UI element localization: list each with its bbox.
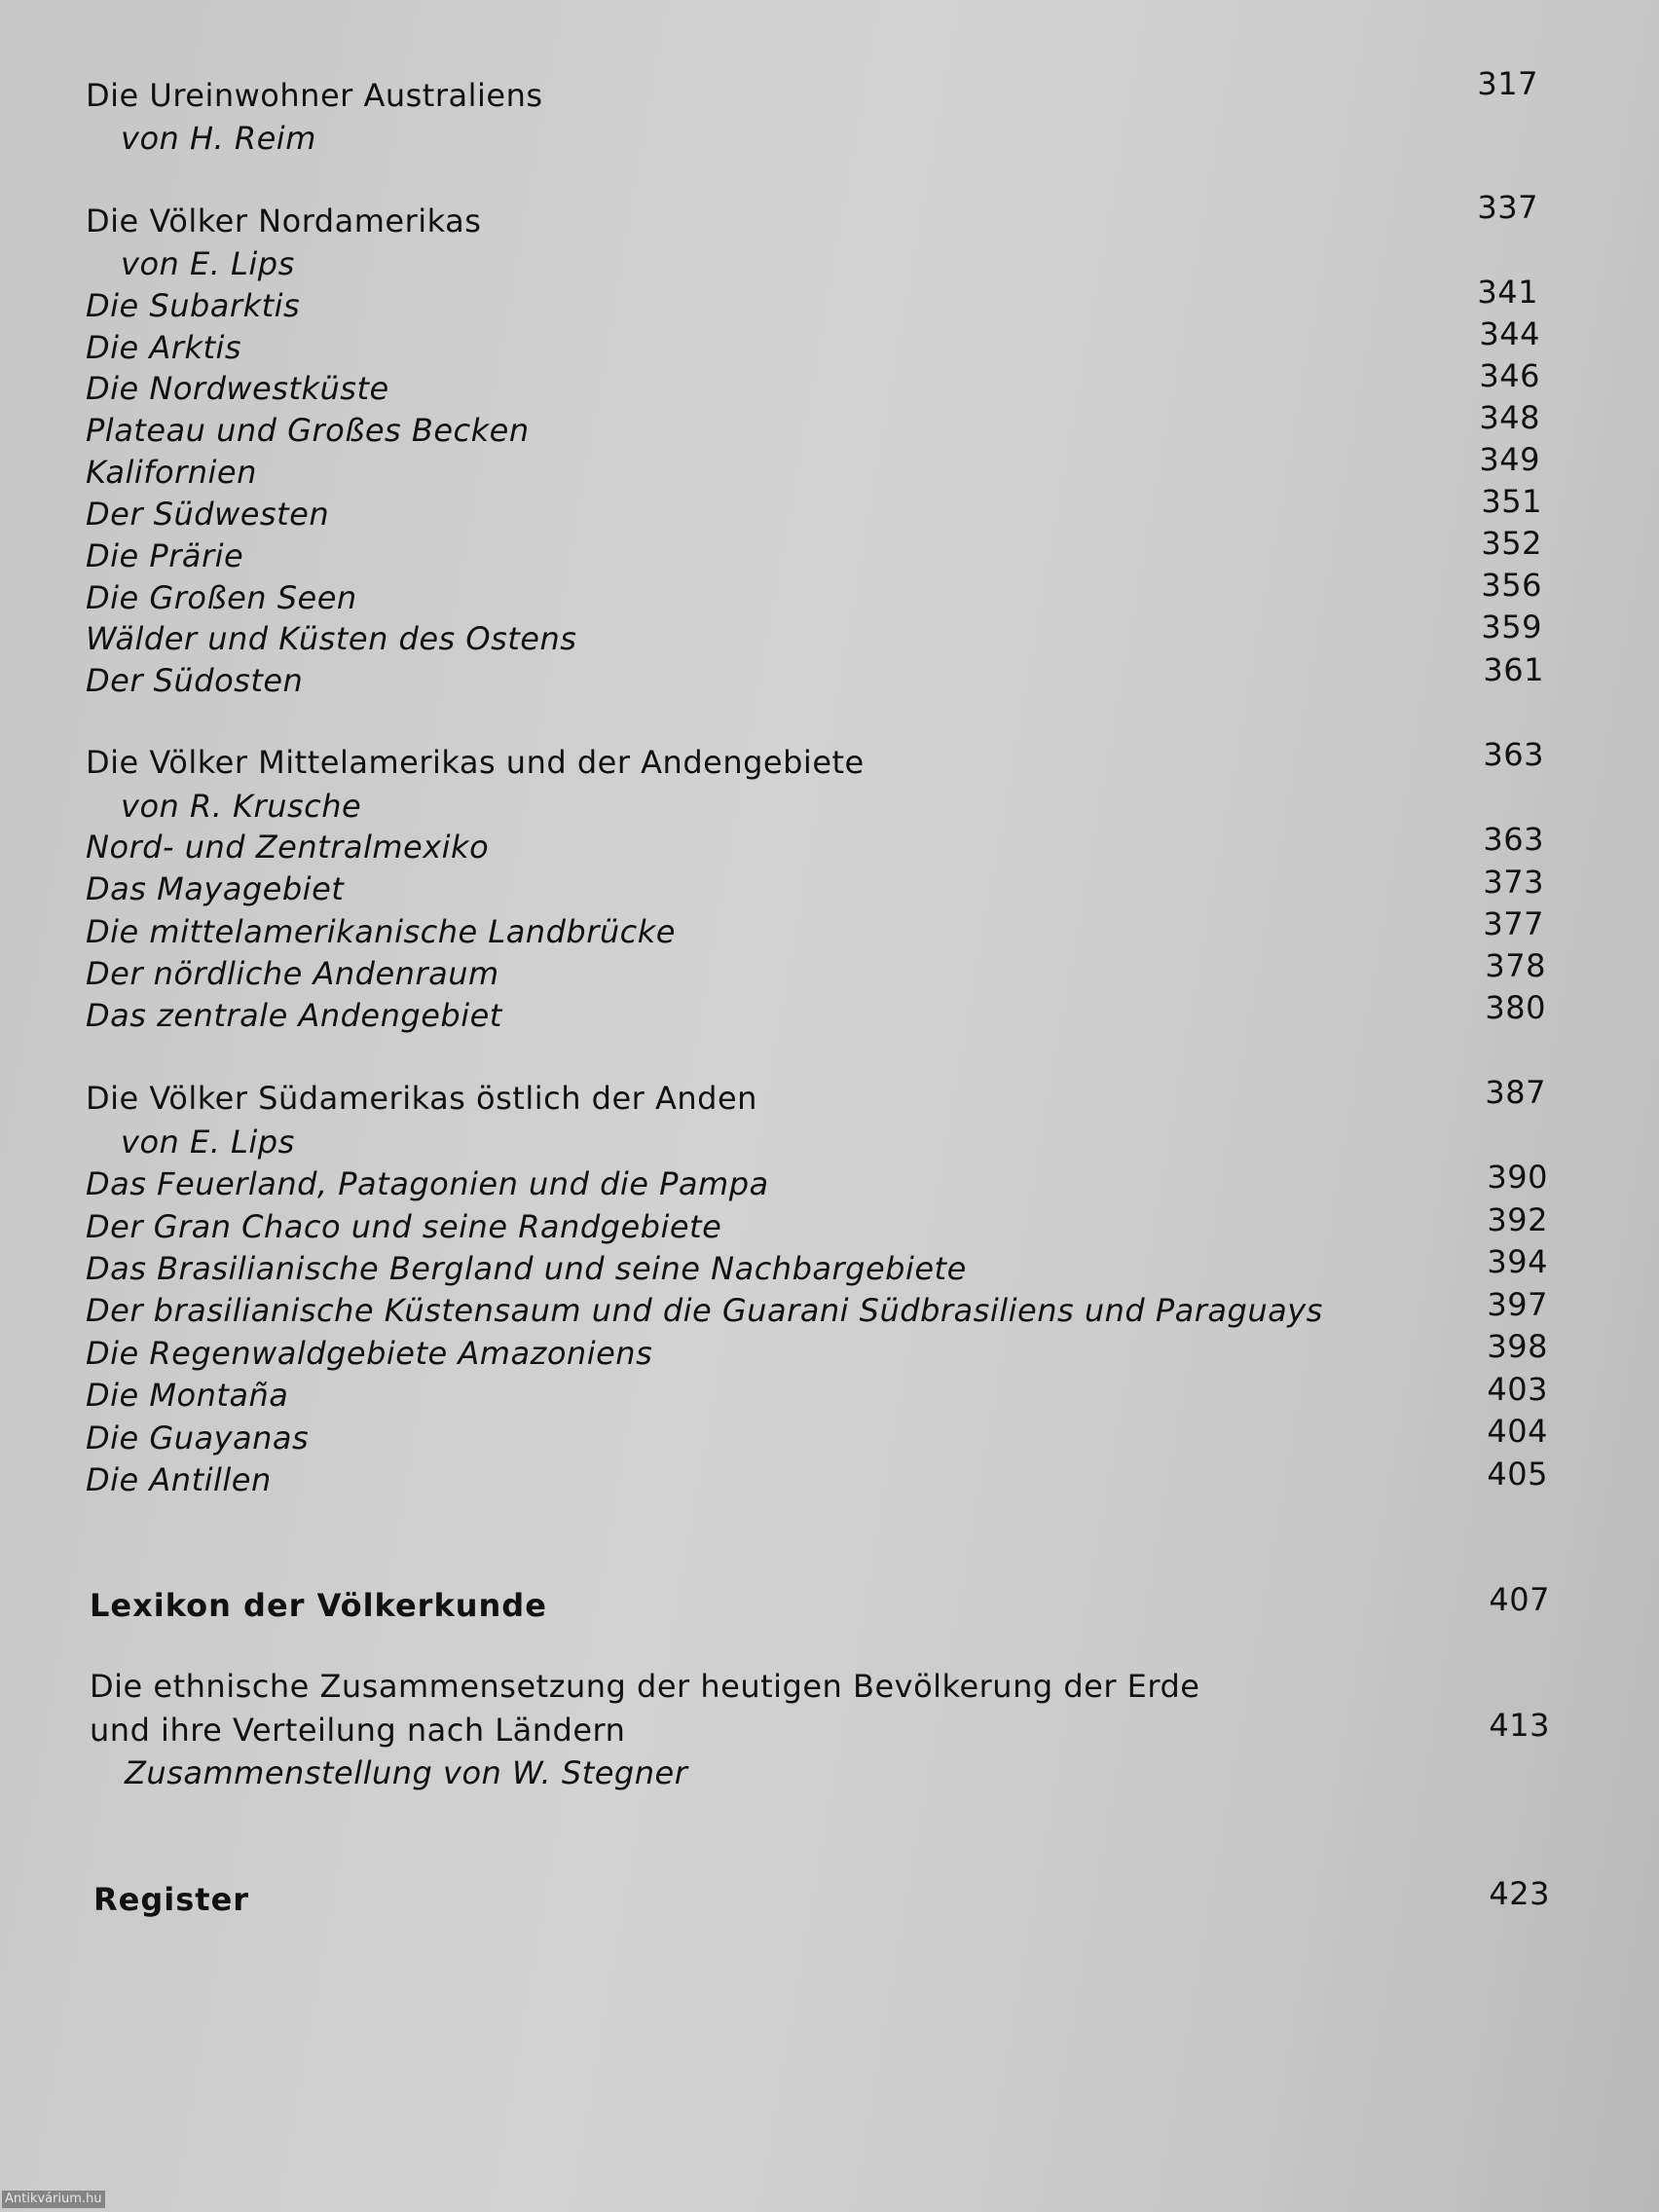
page-number-nordamerika: 337 [1477,189,1538,226]
toc-entry-page: 363 [1483,821,1544,858]
toc-entry: Das zentrale Andengebiet [86,997,502,1034]
toc-entry-page: 344 [1479,315,1540,352]
toc-entry: Das Mayagebiet [86,870,345,907]
toc-entry-page: 348 [1479,399,1540,436]
page-number-lexikon: 407 [1489,1581,1550,1618]
toc-entry: Die Großen Seen [86,579,357,616]
toc-entry: Die mittelamerikanische Landbrücke [86,913,676,950]
toc-entry-page: 397 [1487,1286,1548,1323]
toc-entry: Der Südosten [86,662,304,699]
section-title-suedamerika: Die Völker Südamerikas östlich der Anden [86,1080,757,1117]
toc-entry-page: 403 [1487,1371,1548,1408]
toc-entry: Der Südwesten [86,496,330,533]
toc-entry-page: 405 [1487,1456,1548,1493]
toc-entry: Die Arktis [86,329,242,366]
toc-entry: Die Regenwaldgebiete Amazoniens [86,1335,653,1372]
toc-entry: Die Antillen [86,1461,272,1498]
toc-entry-page: 356 [1481,567,1542,604]
toc-entry: Plateau und Großes Becken [86,412,530,449]
author-suedamerika: von E. Lips [121,1124,295,1161]
section-title-bevoelkerung-line1: Die ethnische Zusammensetzung der heutigen Bevölkerung der Erde [90,1668,1200,1705]
toc-entry: Kalifornien [86,454,257,491]
page-number-bevoelkerung: 413 [1489,1707,1550,1744]
toc-entry-page: 404 [1487,1413,1548,1450]
toc-entry-page: 351 [1481,483,1542,520]
author-bevoelkerung: Zusammenstellung von W. Stegner [125,1754,688,1791]
toc-entry: Der nördliche Andenraum [86,955,499,992]
toc-entry-page: 377 [1483,905,1544,942]
toc-entry-page: 398 [1487,1328,1548,1365]
toc-entry-page: 352 [1481,525,1542,562]
toc-entry: Das Brasilianische Bergland und seine Nachbargebiete [86,1250,967,1287]
toc-entry: Der Gran Chaco und seine Randgebiete [86,1208,722,1245]
toc-entry: Das Feuerland, Patagonien und die Pampa [86,1165,769,1202]
toc-entry: Der brasilianische Küstensaum und die Guarani Südbrasiliens und Paraguays [86,1292,1323,1329]
toc-entry-page: 394 [1487,1243,1548,1280]
author-australia: von H. Reim [121,120,316,157]
page-number-australia: 317 [1477,65,1538,102]
toc-entry: Die Montaña [86,1377,289,1414]
toc-entry-page: 359 [1481,608,1542,645]
section-title-nordamerika: Die Völker Nordamerikas [86,203,482,240]
toc-entry-page: 392 [1487,1201,1548,1238]
toc-entry-page: 378 [1485,947,1546,984]
author-mittelamerika: von R. Krusche [121,788,362,825]
watermark: Antikvárium.hu [2,2191,105,2208]
section-title-bevoelkerung-line2: und ihre Verteilung nach Ländern [90,1712,626,1749]
toc-entry: Die Nordwestküste [86,370,389,407]
toc-entry-page: 346 [1479,357,1540,394]
section-title-australia: Die Ureinwohner Australiens [86,77,543,114]
toc-entry-page: 380 [1485,989,1546,1026]
toc-entry-page: 373 [1483,864,1544,901]
section-title-register: Register [93,1881,250,1918]
page-number-register: 423 [1489,1875,1550,1912]
toc-entry-page: 341 [1477,274,1538,311]
page-number-suedamerika: 387 [1485,1074,1546,1111]
author-nordamerika: von E. Lips [121,245,295,282]
toc-entry: Wälder und Küsten des Ostens [86,620,577,657]
toc-entry-page: 361 [1483,651,1544,688]
toc-entry: Die Prärie [86,537,244,574]
toc-entry-page: 390 [1487,1159,1548,1196]
toc-entry: Nord- und Zentralmexiko [86,829,490,866]
toc-entry: Die Guayanas [86,1419,310,1456]
section-title-lexikon: Lexikon der Völkerkunde [90,1587,547,1624]
toc-entry-page: 349 [1479,441,1540,478]
page-number-mittelamerika: 363 [1483,736,1544,773]
section-title-mittelamerika: Die Völker Mittelamerikas und der Andengebiete [86,744,865,781]
toc-entry: Die Subarktis [86,287,301,324]
